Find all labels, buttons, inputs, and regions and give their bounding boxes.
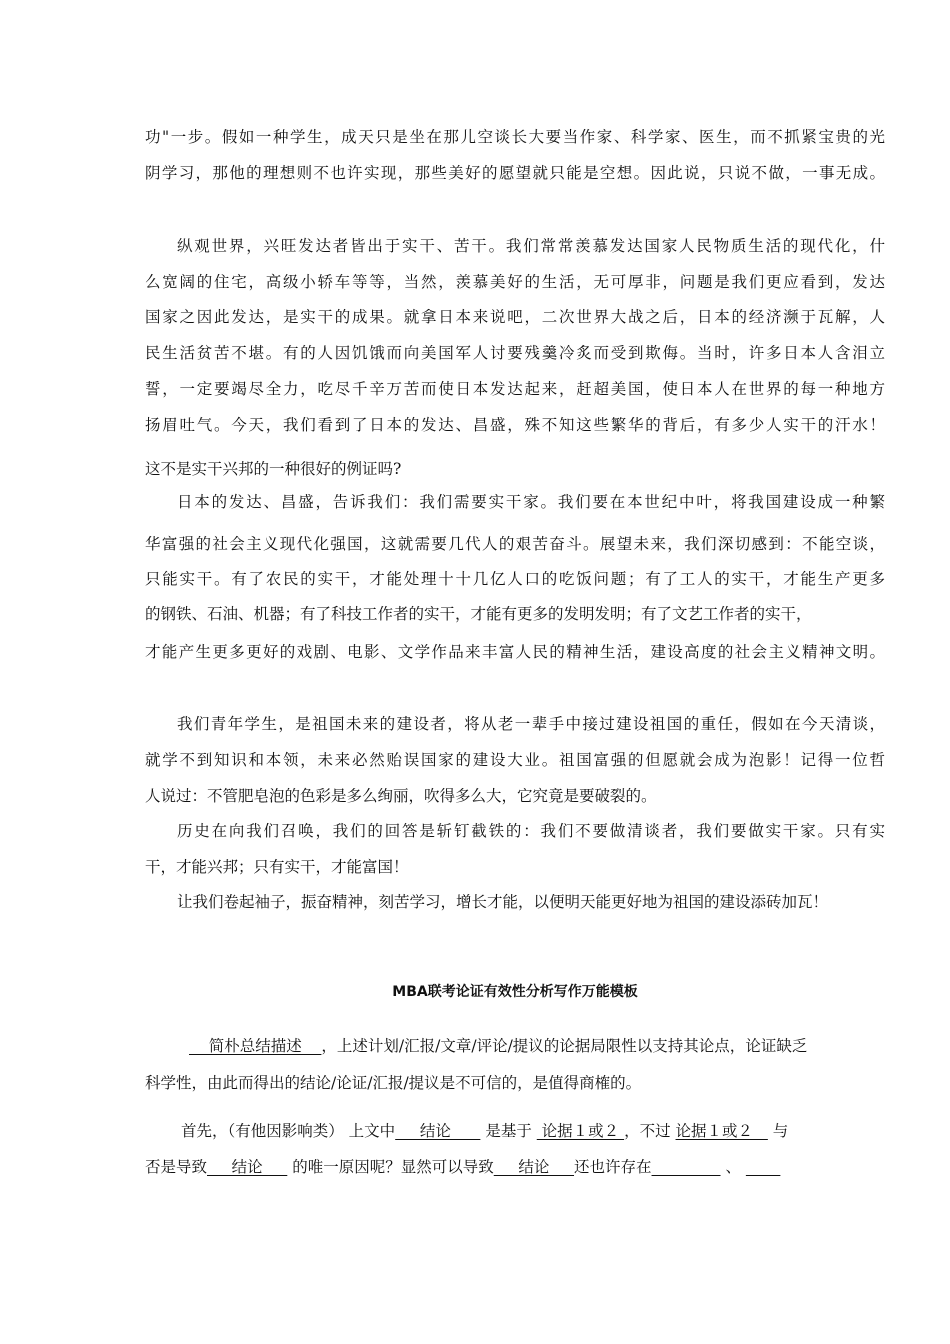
template-line: [145, 1157, 780, 1177]
text-line: 功"一步。假如一种学生，成天只是坐在那儿空谈长大要当作家、科学家、医生，而不抓紧宝贵的光: [145, 128, 885, 146]
text-line: 纵观世界，兴旺发达者皆出于实干、苦干。我们常常羡慕发达国家人民物质生活的现代化，什: [177, 237, 885, 255]
text-line: 阴学习，那他的理想则不也许实现，那些美好的愿望就只能是空想。因此说，只说不做，一事无成。: [145, 164, 885, 182]
template-text: 、: [720, 1158, 746, 1176]
section-title: MBA联考论证有效性分析写作万能模板: [392, 984, 638, 1000]
blank-factor: [746, 1158, 781, 1176]
text-line: 才能产生更多更好的戏剧、电影、文学作品来丰富人民的精神生活，建设高度的社会主义精神文明。: [145, 643, 885, 661]
text-line: 这不是实干兴邦的一种很好的例证吗?: [145, 460, 402, 478]
text-line: 干，才能兴邦；只有实干，才能富国！: [145, 858, 409, 876]
template-line: [145, 1121, 788, 1141]
blank-summary: 简朴总结描述: [189, 1037, 322, 1055]
text-line: 人说过：不管肥皂泡的色彩是多么绚丽，吹得多么大，它究竟是要破裂的。: [145, 787, 657, 805]
blank-conclusion: 结论: [493, 1158, 575, 1176]
template-line: 科学性，由此而得出的结论/论证/汇报/提议是不可信的，是值得商榷的。: [145, 1074, 642, 1092]
blank-factor: [652, 1158, 721, 1176]
template-line: [145, 1036, 807, 1056]
text-line: 让我们卷起袖子，振奋精神，刻苦学习，增长才能，以便明天能更好地为祖国的建设添砖加瓦！: [177, 893, 829, 911]
template-text: ，不过: [624, 1122, 676, 1140]
template-text: 还也许存在: [574, 1158, 652, 1176]
text-line: 日本的发达、昌盛，告诉我们：我们需要实干家。我们要在本世纪中叶，将我国建设成一种繁: [177, 493, 885, 511]
text-line: 民生活贫苦不堪。有的人因饥饿而向美国军人讨要残羹冷炙而受到欺侮。当时，许多日本人含泪立: [145, 344, 885, 362]
text-line: 么宽阔的住宅，高级小轿车等等，当然，羡慕美好的生活，无可厚非，问题是我们更应看到，发达: [145, 273, 885, 291]
text-line: 只能实干。有了农民的实干，才能处理十十几亿人口的吃饭问题；有了工人的实干，才能生产更多: [145, 570, 885, 588]
template-text: 否是导致: [145, 1158, 208, 1176]
text-line: 就学不到知识和本领，未来必然贻误国家的建设大业。祖国富强的但愿就会成为泡影！记得一位哲: [145, 751, 885, 769]
text-line: 我们青年学生，是祖国未来的建设者，将从老一辈手中接过建设祖国的重任，假如在今天清谈，: [177, 715, 885, 733]
template-text: 是基于: [480, 1122, 537, 1140]
blank-evidence: 论据１或２: [536, 1122, 625, 1140]
text-line: 华富强的社会主义现代化强国，这就需要几代人的艰苦奋斗。展望未来，我们深切感到：不能空谈，: [145, 535, 885, 553]
text-line: 的钢铁、石油、机器；有了科技工作者的实干，才能有更多的发明发明；有了文艺工作者的实干，: [145, 605, 812, 623]
template-text: 首先，（有他因影响类） 上文中: [181, 1122, 396, 1140]
blank-evidence: 论据１或２: [675, 1122, 768, 1140]
template-text: 的唯一原因呢？显然可以导致: [287, 1158, 494, 1176]
blank-conclusion: 结论: [207, 1158, 288, 1176]
blank-conclusion: 结论: [395, 1122, 481, 1140]
text-line: 历史在向我们召唤，我们的回答是斩钉截铁的：我们不要做清谈者，我们要做实干家。只有实: [177, 822, 885, 840]
text-line: 国家之因此发达，是实干的成果。就拿日本来说吧，二次世界大战之后，日本的经济濒于瓦解，人: [145, 308, 885, 326]
text-line: 扬眉吐气。今天，我们看到了日本的发达、昌盛，殊不知这些繁华的背后，有多少人实干的汗水！: [145, 416, 885, 434]
text-line: 誓，一定要竭尽全力，吃尽千辛万苦而使日本发达起来，赶超美国，使日本人在世界的每一种地方: [145, 380, 885, 398]
template-text: ，上述计划/汇报/文章/评论/提议的论据局限性以支持其论点，论证缺乏: [321, 1037, 808, 1055]
template-text: 与: [767, 1122, 789, 1140]
